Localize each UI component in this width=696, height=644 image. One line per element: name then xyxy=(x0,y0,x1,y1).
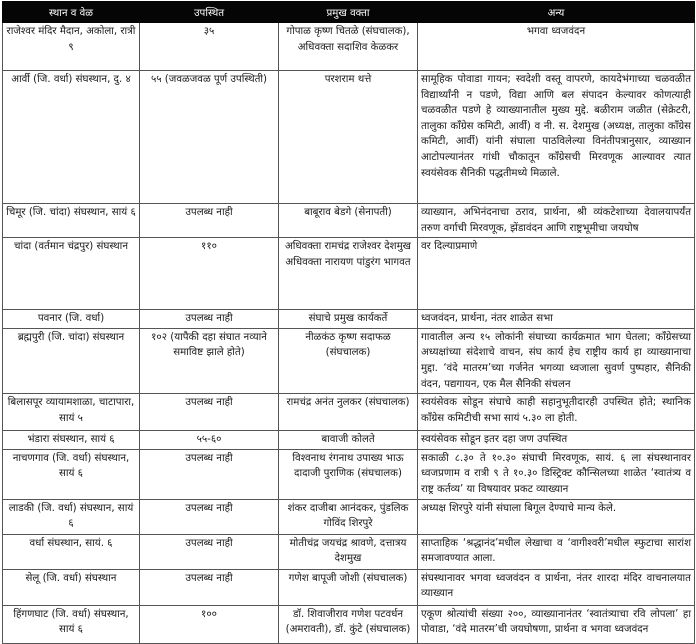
table-row xyxy=(3,605,695,643)
cell-speaker: गणेश बापूजी जोशी (संघचालक) xyxy=(279,569,418,605)
cell-speaker: नीळकंठ कृष्ण सदाफळ (संघचालक) xyxy=(279,328,418,393)
cell-speaker: अधिवक्ता रामचंद्र राजेश्वर देशमुख अधिवक्ता नारायण पांडुरंग भागवत xyxy=(279,238,418,310)
table-row xyxy=(3,328,695,393)
cell-other: स्वयंसेवक सोडून इतर दहा जण उपस्थित xyxy=(418,431,695,450)
cell-place: चांदा (वर्तमान चंद्रपुर) संघस्थान xyxy=(3,238,140,310)
cell-speaker: शंकर दाजीबा आनंदकर, पुंडलिक गोविंद शिरपुरे xyxy=(279,499,418,534)
cell-place: ब्रह्मपुरी (जि. चांदा) संघस्थान xyxy=(3,328,140,393)
table-row xyxy=(3,204,695,238)
cell-attendance: ५५ (जवळजवळ पूर्ण उपस्थिती) xyxy=(140,71,279,204)
cell-place: हिंगणघाट (जि. वर्धा) संघस्थान, सायं ६ xyxy=(3,605,140,643)
cell-speaker: गोपाळ कृष्ण चितळे (संघचालक), अधिवक्ता सदाशिव केळकर xyxy=(279,23,418,71)
cell-speaker: विश्वनाथ रंगनाथ उपाख्य भाऊ दादाजी पुराणिक (संघचालक) xyxy=(279,449,418,499)
cell-attendance: उपलब्ध नाही xyxy=(140,394,279,431)
cell-attendance: उपलब्ध नाही xyxy=(140,534,279,569)
cell-attendance: उपलब्ध नाही xyxy=(140,449,279,499)
cell-speaker: संघाचे प्रमुख कार्यकर्ते xyxy=(279,310,418,329)
cell-place: सेलू (जि. वर्धा) संघस्थान xyxy=(3,569,140,605)
cell-speaker: मोतीचंद्र जयचंद्र श्रावणे, दत्तात्रय देशमुख xyxy=(279,534,418,569)
cell-attendance: उपलब्ध नाही xyxy=(140,204,279,238)
cell-place: भंडारा संघस्थान, सायं ६ xyxy=(3,431,140,450)
cell-place: आर्वी (जि. वर्धा) संघस्थान, दु. ४ xyxy=(3,71,140,204)
table-row xyxy=(3,534,695,569)
cell-attendance: ११० xyxy=(140,238,279,310)
cell-other: ध्वजवंदन, प्रार्थना, नंतर शाळेत सभा xyxy=(418,310,695,329)
cell-other: सामूहिक पोवाडा गायन; स्वदेशी वस्तू वापरणे, कायदेभंगाच्या चळवळीत विद्यार्थ्यांनी न पडणे, विद्या आणि बल संपादन केल्यावर कोणत्याही चळवळीत पडणे हे व्याख्यानातील मुख्य मुद्दे. बळीराम जळीत (सेक्रेटरी, तालुका कॉंग्रेस कमिटी, आर्वी) व नी. स. देशमुख (अध्यक्ष, तालुका कॉंग्रेस कमिटी, आर्वी) यांनी संघाला पाठविलेल्या विनंतीपत्रानुसार, व्याख्यान आटोपल्यानंतर गांधी चौकातून कॉंग्रेसची मिरवणूक आल्यावर त्यात स्वयंसेवक सैनिकी पद्धतीमध्ये मिळाले. xyxy=(418,71,695,204)
cell-other: स्वयंसेवक सोडून संघाचे काही सहानुभूतीदारही उपस्थित होते; स्थानिक कॉंग्रेस कमिटीची सभा सायं ५.३० ला होती. xyxy=(418,394,695,431)
header-place: स्थान व वेळ xyxy=(3,2,140,23)
cell-place: पवनार (जि. वर्धा) xyxy=(3,310,140,329)
header-row xyxy=(3,2,695,23)
table-row xyxy=(3,569,695,605)
cell-attendance: उपलब्ध नाही xyxy=(140,499,279,534)
cell-speaker: बाबूराव बेडगे (सेनापती) xyxy=(279,204,418,238)
table-row xyxy=(3,23,695,71)
cell-speaker: डॉ. शिवाजीराव गणेश पटवर्धन (अमरावती), डॉ. कुंटे (संघचालक) xyxy=(279,605,418,643)
cell-other: वर दिल्याप्रमाणे xyxy=(418,238,695,310)
cell-attendance: ३५ xyxy=(140,23,279,71)
table-row xyxy=(3,449,695,499)
cell-other: सकाळी ८.३० ते १०.३० संघाची मिरवणूक, सायं. ६ ला संघस्थानावर ध्वजप्रणाम व रात्री ९ ते १०.३० डिस्ट्रिक्ट कौन्सिलच्या शाळेत ‘स्वातंत्र्य व राष्ट्र कर्तव्य’ या विषयावर प्रकट व्याख्यान xyxy=(418,449,695,499)
cell-speaker: बावाजी कोलते xyxy=(279,431,418,450)
cell-speaker: रामचंद्र अनंत नुलकर (संघचालक) xyxy=(279,394,418,431)
cell-speaker: परशराम थत्ते xyxy=(279,71,418,204)
table-row xyxy=(3,238,695,310)
table-row xyxy=(3,71,695,204)
cell-other: भगवा ध्वजवंदन xyxy=(418,23,695,71)
cell-place: लाडकी (जि. वर्धा) संघस्थान, सायं ६ xyxy=(3,499,140,534)
cell-other: एकूण श्रोत्यांची संख्या २००, व्याख्यानानंतर ‘स्वातंत्र्याचा रवि लोपला’ हा पोवाडा, ‘वंदे मातरम’ची जयघोषणा, प्रार्थना व भगवा ध्वजवंदन xyxy=(418,605,695,643)
cell-other: गावातील अन्य १५ लोकांनी संघाच्या कार्यक्रमात भाग घेतला; कॉंग्रेसच्या अध्यक्षांच्या संदेशाचे वाचन, संघ कार्य हेच राष्ट्रीय कार्य हा व्याख्यानाचा मुद्दा. ‘वंदे मातरम’च्या गर्जनेत भगव्या ध्वजाला सुवर्ण पुष्पहार, सैनिकी वंदन, पद्यगायन, एक मैल सैनिकी संचलन xyxy=(418,328,695,393)
cell-other: साप्ताहिक ‘श्रद्धानंद’मधील लेखाचा व ‘वागीश्वरी’मधील स्फुटाचा सारांश समजावण्यात आला. xyxy=(418,534,695,569)
cell-place: चिमूर (जि. चांदा) संघस्थान, सायं ६ xyxy=(3,204,140,238)
cell-place: नाचणगाव (जि. वर्धा) संघस्थान, सायं ६ xyxy=(3,449,140,499)
cell-attendance: १०२ (यापैकी दहा संघात नव्याने समाविष्ट झाले होते) xyxy=(140,328,279,393)
cell-attendance: १०० xyxy=(140,605,279,643)
cell-place: बिलासपूर व्यायामशाळा, चाटापारा, सायं ५ xyxy=(3,394,140,431)
cell-other: अध्यक्ष शिरपुरे यांनी संघाला बिगूल देण्याचे मान्य केले. xyxy=(418,499,695,534)
cell-place: वर्धा संघस्थान, सायं. ६ xyxy=(3,534,140,569)
table-row xyxy=(3,499,695,534)
header-speaker: प्रमुख वक्ता xyxy=(279,2,418,23)
table-row xyxy=(3,431,695,450)
cell-other: संघस्थानावर भगवा ध्वजवंदन व प्रार्थना, नंतर शारदा मंदिर वाचनालयात व्याख्यान xyxy=(418,569,695,605)
cell-other: व्याख्यान, अभिनंदनाचा ठराव, प्रार्थना, श्री व्यंकटेशाच्या देवालयापर्यंत तरुण वर्गाची मिरवणूक, झेंडावंदन आणि राष्ट्रभूमीचा जयघोष xyxy=(418,204,695,238)
cell-attendance: उपलब्ध नाही xyxy=(140,310,279,329)
cell-attendance: उपलब्ध नाही xyxy=(140,569,279,605)
header-attendance: उपस्थित xyxy=(140,2,279,23)
table-row xyxy=(3,394,695,431)
cell-attendance: ५५-६० xyxy=(140,431,279,450)
header-other: अन्य xyxy=(418,2,695,23)
events-table xyxy=(2,1,695,644)
table-row xyxy=(3,310,695,329)
cell-place: राजेश्वर मंदिर मैदान, अकोला, रात्री ९ xyxy=(3,23,140,71)
